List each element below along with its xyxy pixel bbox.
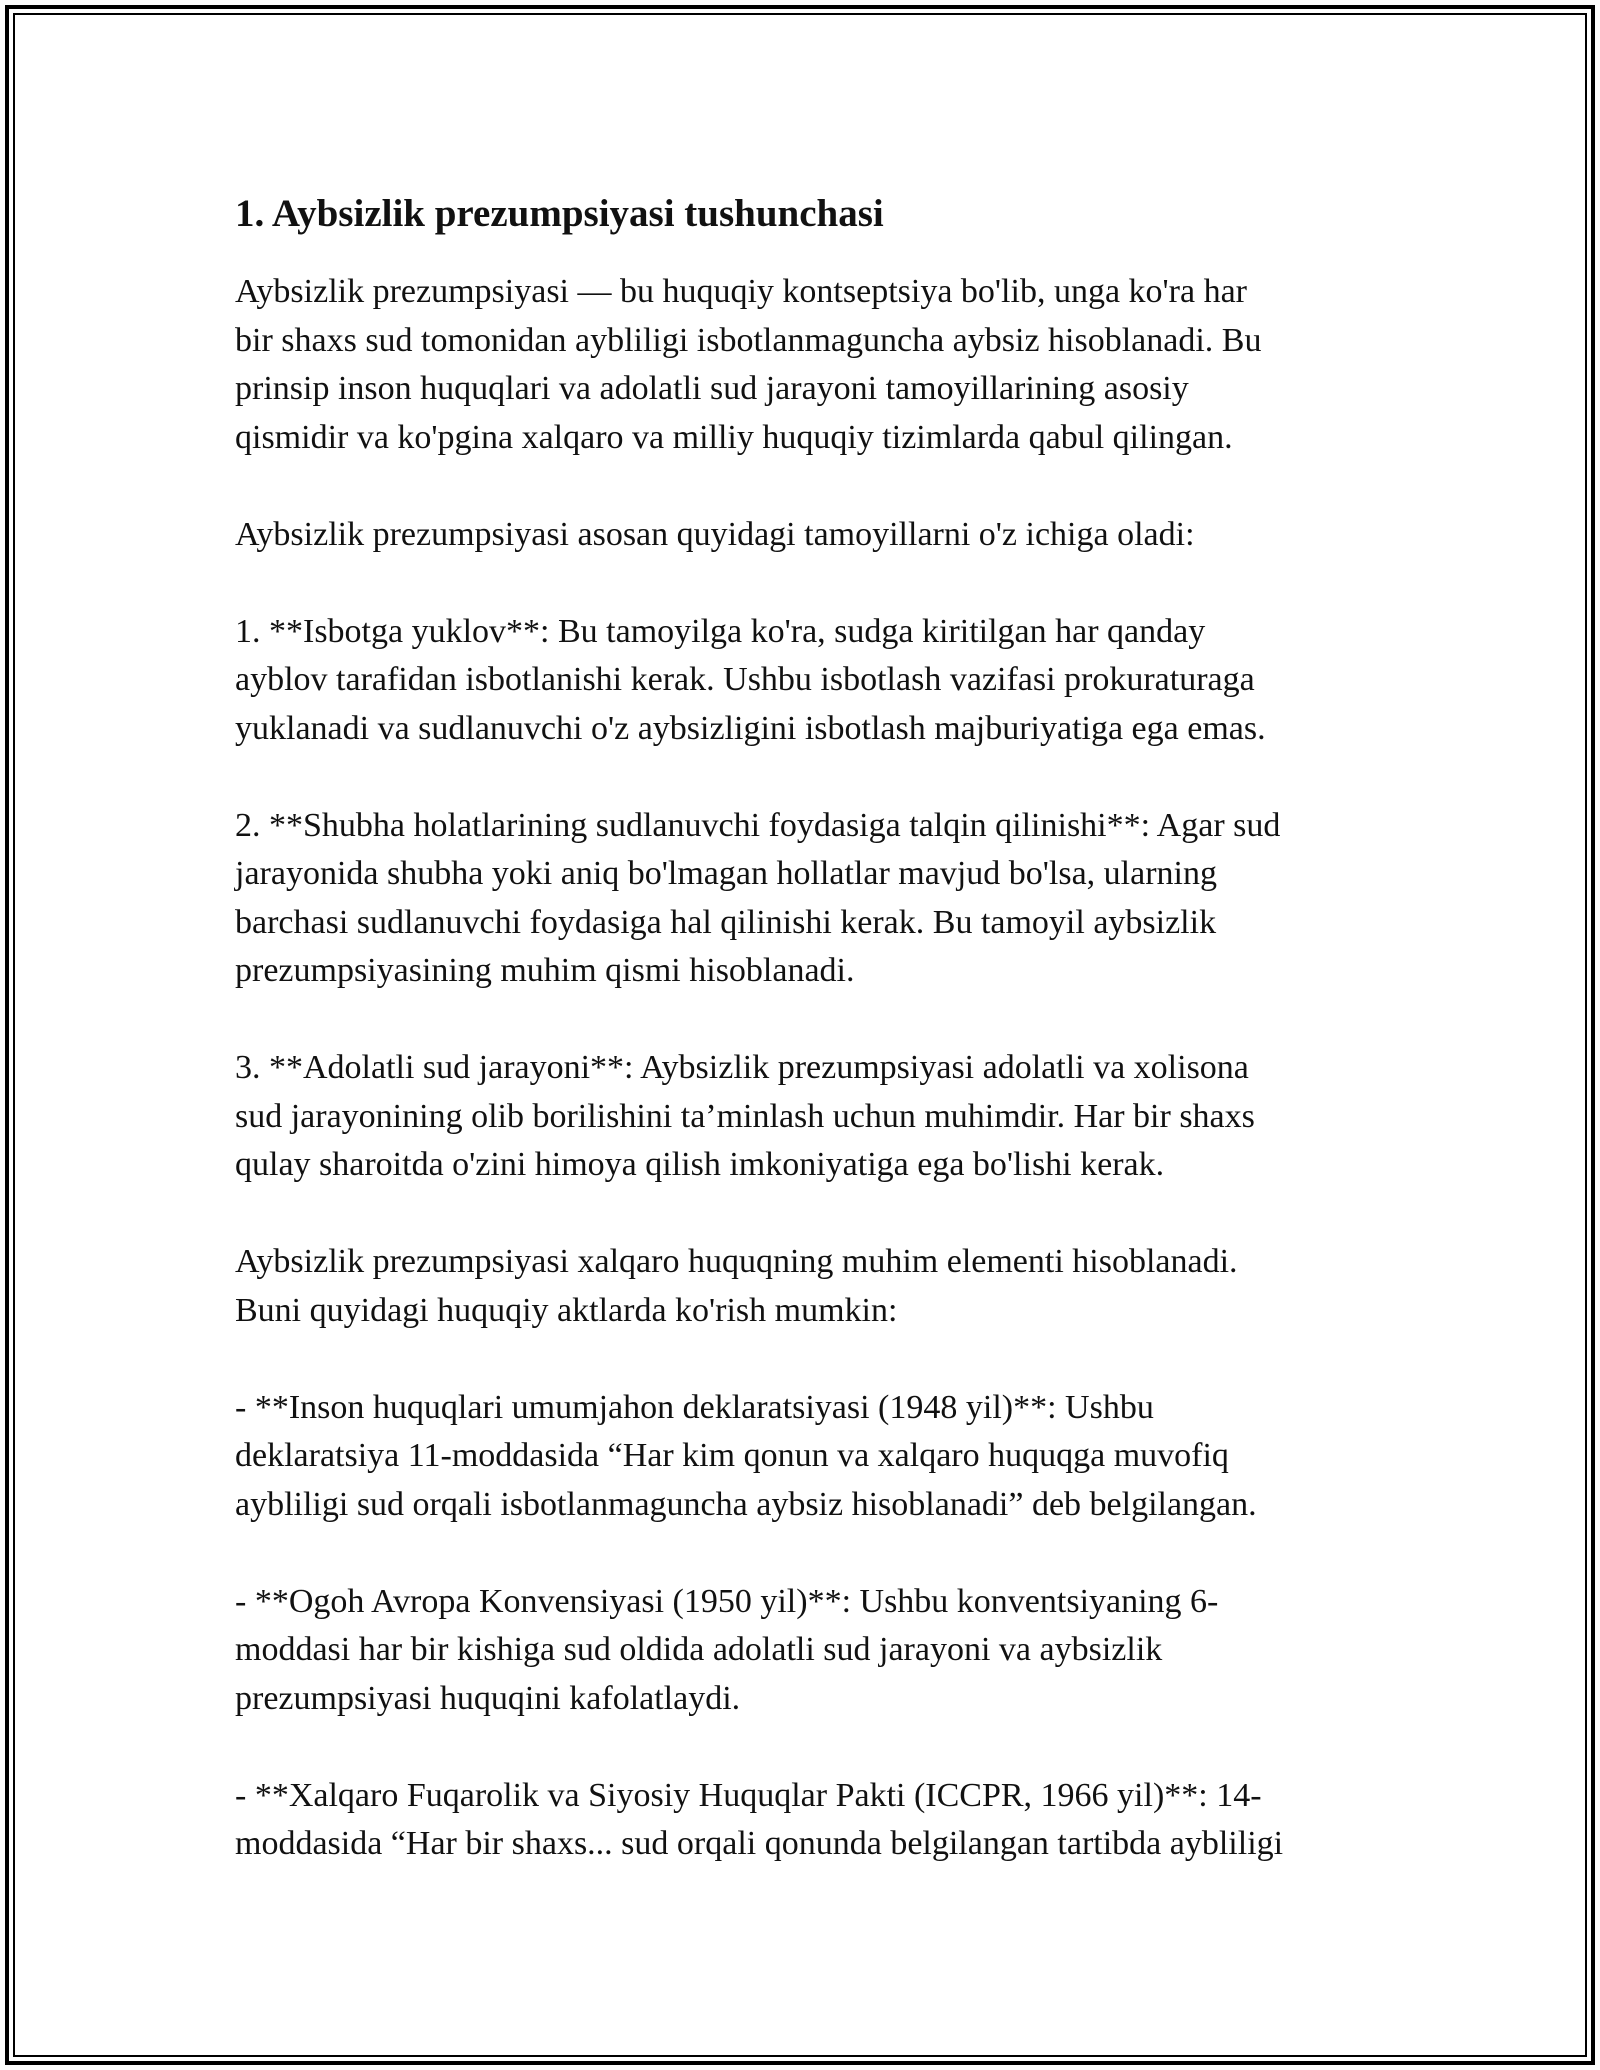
paragraph <box>235 1238 1380 1335</box>
text-line: moddasida “Har bir shaxs... sud orqali qonunda belgilangan tartibda aybliligi <box>235 1825 1284 1862</box>
paragraph-list <box>235 268 1380 1869</box>
text-line: - **Ogoh Avropa Konvensiyasi (1950 yil)**: Ushbu konventsiyaning 6- <box>235 1582 1219 1620</box>
document-body <box>235 180 1380 1869</box>
text-line: qulay sharoitda o'zini himoya qilish imkoniyatiga ega bo'lishi kerak. <box>235 1146 1165 1183</box>
paragraph <box>235 802 1380 996</box>
text-line: ayblov tarafidan isbotlanishi kerak. Ushbu isbotlash vazifasi prokuraturaga <box>235 661 1255 698</box>
text-line: prezumpsiyasi huquqini kafolatlaydi. <box>235 1679 741 1717</box>
text-line: bir shaxs sud tomonidan aybliligi isbotlanmaguncha aybsiz hisoblanadi. Bu <box>235 321 1262 359</box>
text-line: Buni quyidagi huquqiy aktlarda ko'rish mumkin: <box>235 1291 898 1329</box>
text-line: Aybsizlik prezumpsiyasi xalqaro huquqning muhim elementi hisoblanadi. <box>235 1243 1238 1280</box>
text-line: yuklanadi va sudlanuvchi o'z aybsizligini isbotlash majburiyatiga ega emas. <box>235 709 1266 747</box>
paragraph-gap <box>235 1723 1380 1772</box>
paragraph <box>235 1578 1380 1724</box>
paragraph <box>235 1044 1380 1190</box>
text-line: 2. **Shubha holatlarining sudlanuvchi foydasiga talqin qilinishi**: Agar sud <box>235 806 1281 844</box>
text-line: - **Xalqaro Fuqarolik va Siyosiy Huquqlar Pakti (ICCPR, 1966 yil)**: 14- <box>235 1776 1262 1814</box>
paragraph-gap <box>235 1335 1380 1384</box>
paragraph-gap <box>235 753 1380 802</box>
section-heading: 1. Aybsizlik prezumpsiyasi tushunchasi <box>235 192 884 235</box>
paragraph <box>235 1384 1380 1530</box>
text-line: Aybsizlik prezumpsiyasi asosan quyidagi tamoyillarni o'z ichiga oladi: <box>235 515 1195 553</box>
text-line: sud jarayonining olib borilishini ta’minlash uchun muhimdir. Har bir shaxs <box>235 1097 1255 1135</box>
text-line: aybliligi sud orqali isbotlanmaguncha aybsiz hisoblanadi” deb belgilangan. <box>235 1485 1257 1523</box>
paragraph <box>235 1772 1380 1869</box>
text-line: deklaratsiya 11-moddasida “Har kim qonun va xalqaro huquqga muvofiq <box>235 1437 1229 1474</box>
text-line: 1. **Isbotga yuklov**: Bu tamoyilga ko'ra, sudga kiritilgan har qanday <box>235 612 1206 650</box>
paragraph <box>235 511 1380 560</box>
paragraph-gap <box>235 462 1380 511</box>
text-line: qismidir va ko'pgina xalqaro va milliy huquqiy tizimlarda qabul qilingan. <box>235 418 1233 456</box>
text-line: - **Inson huquqlari umumjahon deklaratsiyasi (1948 yil)**: Ushbu <box>235 1388 1154 1426</box>
text-line: barchasi sudlanuvchi foydasiga hal qilinishi kerak. Bu tamoyil aybsizlik <box>235 903 1217 941</box>
text-line: prinsip inson huquqlari va adolatli sud jarayoni tamoyillarining asosiy <box>235 370 1189 407</box>
text-line: Aybsizlik prezumpsiyasi — bu huquqiy kontseptsiya bo'lib, unga ko'ra har <box>235 273 1247 310</box>
paragraph-gap <box>235 1529 1380 1578</box>
paragraph-gap <box>235 996 1380 1045</box>
paragraph-gap <box>235 559 1380 608</box>
paragraph-gap <box>235 1190 1380 1239</box>
text-line: prezumpsiyasining muhim qismi hisoblanadi. <box>235 952 855 989</box>
text-line: jarayonida shubha yoki aniq bo'lmagan hollatlar mavjud bo'lsa, ularning <box>235 855 1217 892</box>
paragraph <box>235 268 1380 462</box>
text-line: 3. **Adolatli sud jarayoni**: Aybsizlik prezumpsiyasi adolatli va xolisona <box>235 1049 1249 1086</box>
paragraph <box>235 608 1380 754</box>
text-line: moddasi har bir kishiga sud oldida adolatli sud jarayoni va aybsizlik <box>235 1631 1163 1668</box>
